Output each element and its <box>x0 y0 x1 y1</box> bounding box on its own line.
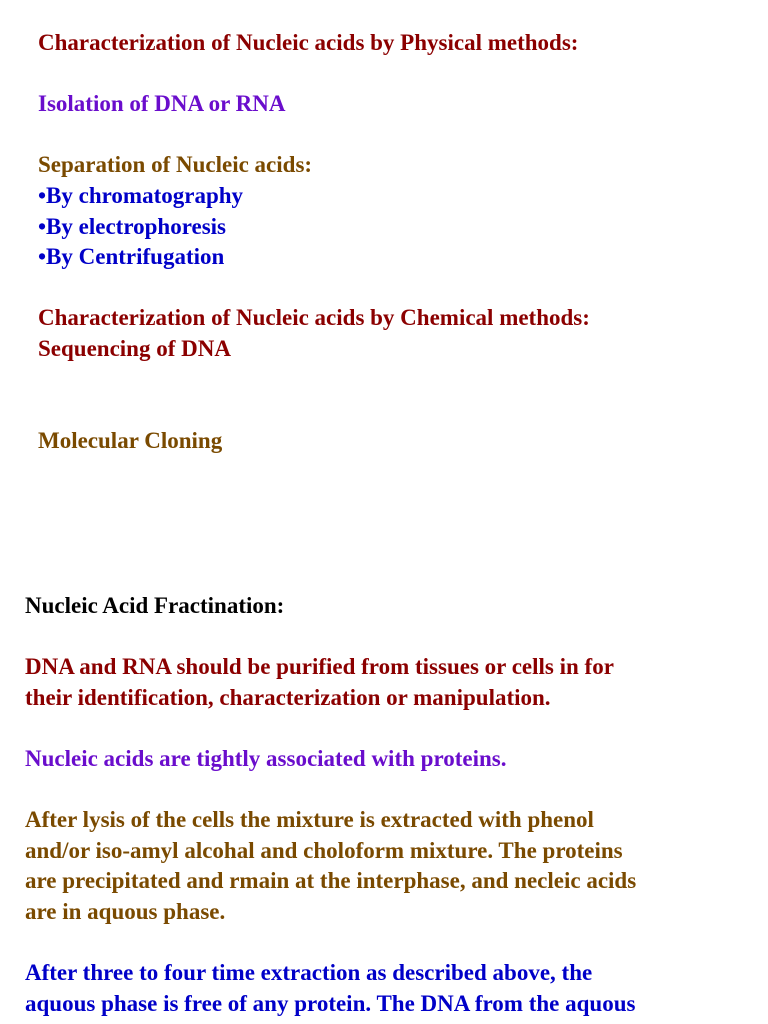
sequencing-line: Sequencing of DNA <box>38 335 231 361</box>
paragraph-line: their identification, characterization or manipulation. <box>25 684 551 710</box>
separation-item-centrifugation: •By Centrifugation <box>38 244 225 270</box>
isolation-line: Isolation of DNA or RNA <box>38 91 286 117</box>
separation-item-chromatography: •By chromatography <box>38 182 244 208</box>
slide-fractionation <box>25 591 760 1019</box>
paragraph-line: and/or iso-amyl alcohal and choloform mixture. The proteins <box>25 837 623 863</box>
paragraph-line: DNA and RNA should be purified from tissues or cells in for <box>25 654 614 680</box>
paragraph-line: are precipitated and rmain at the interphase, and necleic acids <box>25 868 637 894</box>
slide-characterization <box>38 28 758 456</box>
heading-physical-methods: Characterization of Nucleic acids by Physical methods: <box>38 30 579 55</box>
paragraph-line: are in aquous phase. <box>25 898 226 924</box>
paragraph-purification <box>25 652 760 713</box>
separation-heading: Separation of Nucleic acids: <box>38 152 313 178</box>
paragraph-line: aquous phase is free of any protein. The DNA from the aquous <box>25 990 636 1016</box>
paragraph-line: After three to four time extraction as described above, the <box>25 960 593 986</box>
separation-item-electrophoresis: •By electrophoresis <box>38 213 226 239</box>
paragraph-line: After lysis of the cells the mixture is extracted with phenol <box>25 807 594 833</box>
paragraph-extraction <box>25 958 760 1019</box>
paragraph-proteins: Nucleic acids are tightly associated with proteins. <box>25 745 507 771</box>
section-title: Nucleic Acid Fractination: <box>25 593 285 618</box>
heading-chemical-methods: Characterization of Nucleic acids by Chemical methods: <box>38 305 590 331</box>
paragraph-lysis <box>25 805 760 927</box>
molecular-cloning-line: Molecular Cloning <box>38 427 223 453</box>
